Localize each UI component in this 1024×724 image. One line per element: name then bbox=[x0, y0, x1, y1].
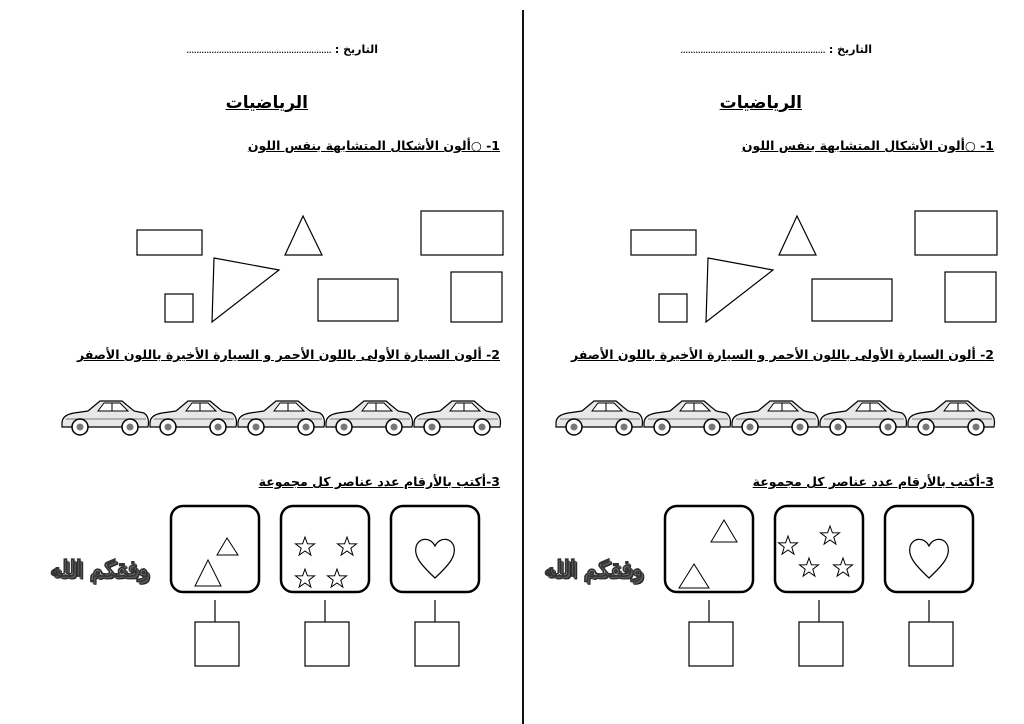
date-blank[interactable]: .......................................................... bbox=[680, 43, 825, 56]
group-box-stars bbox=[775, 506, 863, 592]
group-box-heart bbox=[391, 506, 479, 592]
car-icon[interactable] bbox=[908, 401, 995, 435]
car-icon[interactable] bbox=[326, 401, 413, 435]
car-icon[interactable] bbox=[556, 401, 643, 435]
star-icon bbox=[328, 569, 347, 587]
car-icon[interactable] bbox=[820, 401, 907, 435]
rectangle-shape[interactable] bbox=[915, 211, 997, 255]
worksheet-right bbox=[534, 0, 994, 724]
triangle-shape[interactable] bbox=[212, 258, 279, 322]
group-box-triangles bbox=[665, 506, 753, 592]
question-2: 2- ألون السيارة الأولى باللون الأحمر و السيارة الأخيرة باللون الأصفر bbox=[571, 347, 994, 362]
heart-icon bbox=[910, 539, 949, 578]
rectangle-shape[interactable] bbox=[318, 279, 398, 321]
heart-icon bbox=[416, 539, 455, 578]
car-icon[interactable] bbox=[238, 401, 325, 435]
triangle-icon bbox=[217, 538, 238, 555]
worksheet-left bbox=[40, 0, 500, 724]
square-shape[interactable] bbox=[659, 294, 687, 322]
answer-box[interactable] bbox=[305, 622, 349, 666]
rectangle-shape[interactable] bbox=[137, 230, 202, 255]
question-3: 3-أكتب بالأرقام عدد عناصر كل مجموعة bbox=[752, 474, 994, 489]
group-box-stars bbox=[281, 506, 369, 592]
date-row bbox=[186, 43, 378, 56]
triangle-icon bbox=[711, 520, 737, 542]
car-icon[interactable] bbox=[732, 401, 819, 435]
star-icon bbox=[800, 558, 819, 576]
shapes-area bbox=[534, 190, 1004, 330]
question-1: 1- ○ألون الأشكال المتشابهة بنفس اللون bbox=[247, 138, 500, 153]
triangle-shape[interactable] bbox=[706, 258, 773, 322]
triangle-icon bbox=[679, 564, 709, 588]
group-box-heart bbox=[885, 506, 973, 592]
cars-row bbox=[554, 393, 1004, 443]
answer-box[interactable] bbox=[689, 622, 733, 666]
question-3: 3-أكتب بالأرقام عدد عناصر كل مجموعة bbox=[258, 474, 500, 489]
car-icon[interactable] bbox=[414, 401, 501, 435]
rectangle-shape[interactable] bbox=[631, 230, 696, 255]
star-icon bbox=[834, 558, 853, 576]
car-icon[interactable] bbox=[644, 401, 731, 435]
date-blank[interactable]: .......................................................... bbox=[186, 43, 331, 56]
groups-area bbox=[534, 500, 1004, 675]
date-label: التاريخ : bbox=[828, 43, 872, 56]
triangle-icon bbox=[195, 560, 221, 586]
answer-box[interactable] bbox=[909, 622, 953, 666]
subject-title: الرياضيات bbox=[719, 93, 802, 113]
rectangle-shape[interactable] bbox=[421, 211, 503, 255]
square-shape[interactable] bbox=[945, 272, 996, 322]
star-icon bbox=[296, 537, 315, 555]
rectangle-shape[interactable] bbox=[812, 279, 892, 321]
shapes-area bbox=[40, 190, 510, 330]
blessing-text: وفقكم الله bbox=[544, 556, 643, 582]
car-icon[interactable] bbox=[62, 401, 149, 435]
blessing-text: وفقكم الله bbox=[50, 556, 149, 582]
answer-box[interactable] bbox=[415, 622, 459, 666]
triangle-shape[interactable] bbox=[779, 216, 816, 255]
group-box-triangles bbox=[171, 506, 259, 592]
car-icon[interactable] bbox=[150, 401, 237, 435]
star-icon bbox=[296, 569, 315, 587]
date-row bbox=[680, 43, 872, 56]
answer-box[interactable] bbox=[799, 622, 843, 666]
subject-title: الرياضيات bbox=[225, 93, 308, 113]
question-2: 2- ألون السيارة الأولى باللون الأحمر و السيارة الأخيرة باللون الأصفر bbox=[77, 347, 500, 362]
star-icon bbox=[779, 536, 798, 554]
star-icon bbox=[338, 537, 357, 555]
date-label: التاريخ : bbox=[334, 43, 378, 56]
cars-row bbox=[60, 393, 510, 443]
question-1: 1- ○ألون الأشكال المتشابهة بنفس اللون bbox=[741, 138, 994, 153]
square-shape[interactable] bbox=[451, 272, 502, 322]
groups-area bbox=[40, 500, 510, 675]
triangle-shape[interactable] bbox=[285, 216, 322, 255]
star-icon bbox=[821, 526, 840, 544]
page-divider bbox=[522, 10, 524, 724]
square-shape[interactable] bbox=[165, 294, 193, 322]
answer-box[interactable] bbox=[195, 622, 239, 666]
